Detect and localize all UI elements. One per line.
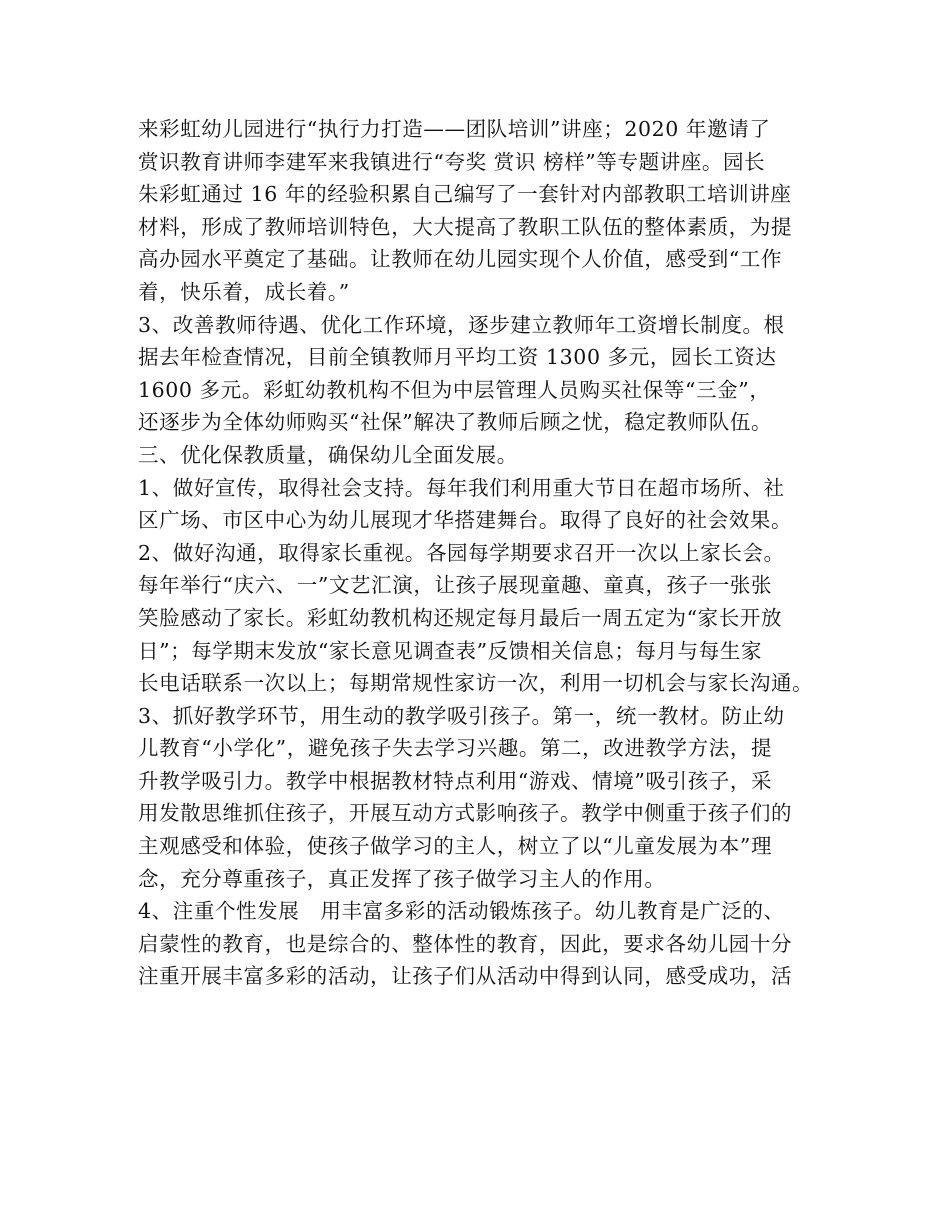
text-line: 赏识教育讲师李建军来我镇进行“夸奖 赏识 榜样”等专题讲座。园长	[138, 149, 766, 174]
text-line: 日”；每学期末发放“家长意见调查表”反馈相关信息；每月与每生家	[138, 638, 763, 663]
text-line: 3、抓好教学环节，用生动的教学吸引孩子。第一，统一教材。防止幼	[138, 703, 785, 728]
text-line: 2、做好沟通，取得家长重视。各园每学期要求召开一次以上家长会。	[138, 540, 785, 565]
text-line: 区广场、市区中心为幼儿展现才华搭建舞台。取得了良好的社会效果。	[138, 508, 793, 533]
text-line: 3、改善教师待遇、优化工作环境，逐步建立教师年工资增长制度。根	[138, 312, 785, 337]
text-line: 高办园水平奠定了基础。让教师在幼儿园实现个人价值，感受到“工作	[138, 247, 783, 272]
text-line: 主观感受和体验，使孩子做学习的主人，树立了以“儿童发展为本”理	[138, 834, 773, 859]
text-line: 还逐步为全体幼师购买“社保”解决了教师后顾之忧，稳定教师队伍。	[138, 410, 773, 435]
document-body	[138, 113, 828, 993]
text-line: 朱彩虹通过 16 年的经验积累自己编写了一套针对内部教职工培训讲座	[138, 182, 792, 207]
text-line: 据去年检查情况，目前全镇教师月平均工资 1300 多元，园长工资达	[138, 345, 777, 370]
text-line: 用发散思维抓住孩子，开展互动方式影响孩子。教学中侧重于孩子们的	[138, 801, 793, 826]
text-line: 注重开展丰富多彩的活动，让孩子们从活动中得到认同，感受成功，活	[138, 964, 793, 989]
section-heading: 三、优化保教质量，确保幼儿全面发展。	[138, 442, 518, 467]
text-line: 每年举行“庆六、一”文艺汇演，让孩子展现童趣、童真，孩子一张张	[138, 573, 773, 598]
text-line: 升教学吸引力。教学中根据教材特点利用“游戏、情境”吸引孩子，采	[138, 768, 773, 793]
text-line: 材料，形成了教师培训特色，大大提高了教职工队伍的整体素质，为提	[138, 214, 793, 239]
text-line: 来彩虹幼儿园进行“执行力打造——团队培训”讲座；2020 年邀请了	[138, 117, 771, 141]
text-line: 4、注重个性发展 用丰富多彩的活动锻炼孩子。幼儿教育是广泛的、	[138, 899, 785, 924]
text-line: 1、做好宣传，取得社会支持。每年我们利用重大节日在超市场所、社	[138, 475, 785, 500]
text-line: 着，快乐着，成长着。”	[138, 279, 350, 304]
text-line: 念，充分尊重孩子，真正发挥了孩子做学习主人的作用。	[138, 866, 666, 891]
text-line: 笑脸感动了家长。彩虹幼教机构还规定每月最后一周五定为“家长开放	[138, 605, 783, 630]
text-line: 1600 多元。彩虹幼教机构不但为中层管理人员购买社保等“三金”，	[138, 377, 771, 402]
text-line: 长电话联系一次以上；每期常规性家访一次，利用一切机会与家长沟通。	[138, 671, 814, 696]
text-line: 儿教育“小学化”，避免孩子失去学习兴趣。第二，改进教学方法，提	[138, 736, 773, 761]
text-line: 启蒙性的教育，也是综合的、整体性的教育，因此，要求各幼儿园十分	[138, 931, 793, 956]
